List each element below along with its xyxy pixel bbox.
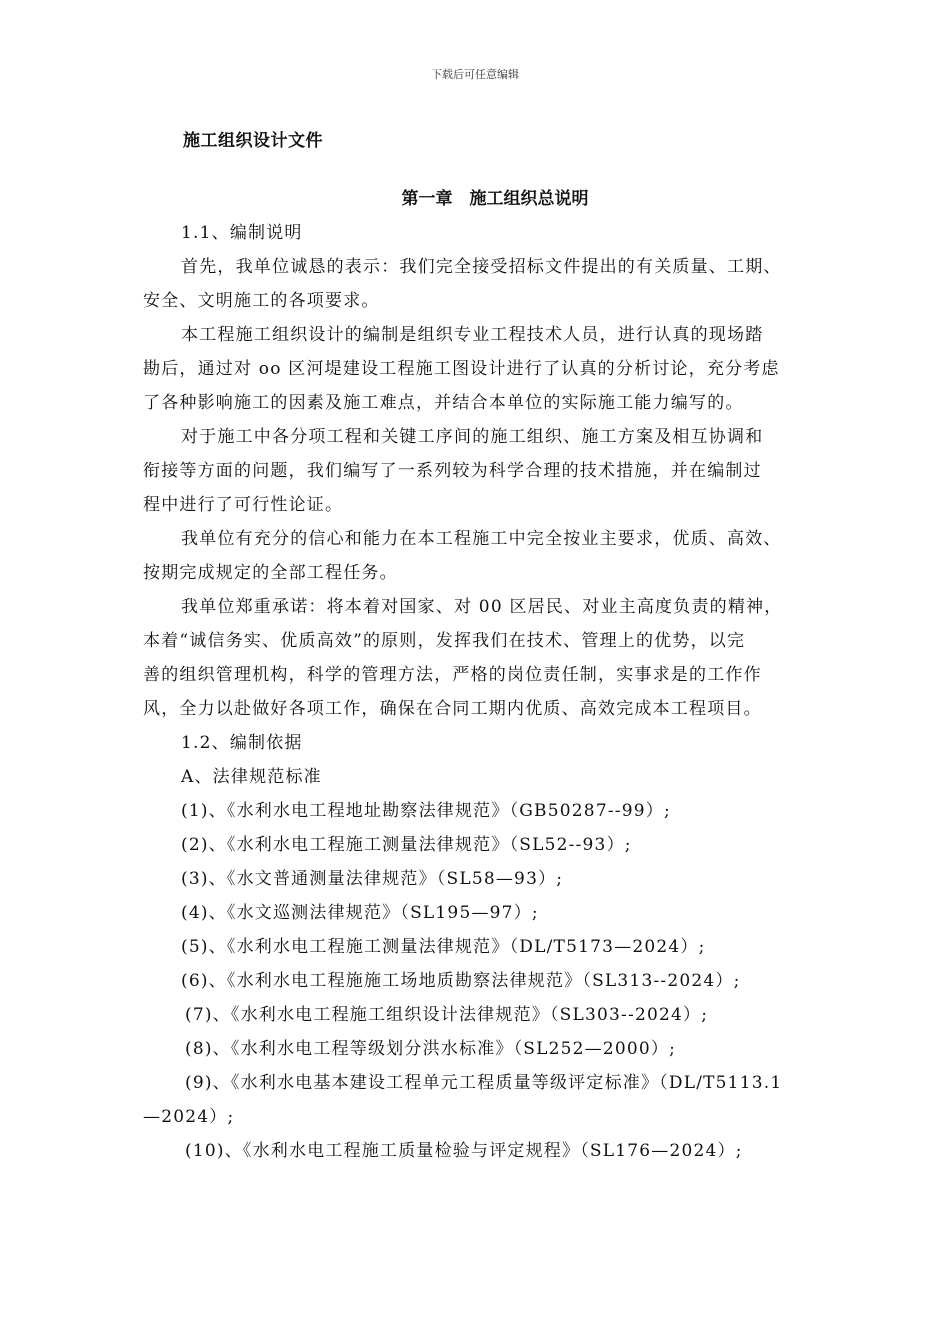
list-item-continuation: —2024）; [143,1107,235,1127]
paragraph-line: 对于施工中各分项工程和关键工序间的施工组织、施工方案及相互协调和 [181,427,764,447]
document-body [143,216,819,1168]
list-item: (9)、《水利水电基本建设工程单元工程质量等级评定标准》（DL/T5113.1 [185,1073,783,1093]
paragraph-line: 我单位郑重承诺：将本着对国家、对 00 区居民、对业主高度负责的精神， [181,597,783,617]
paragraph-line: 按期完成规定的全部工程任务。 [143,563,398,583]
list-item: (8)、《水利水电工程等级划分洪水标准》（SL252—2000）; [185,1039,677,1059]
paragraph-line: 我单位有充分的信心和能力在本工程施工中完全按业主要求，优质、高效、 [181,529,782,549]
paragraph-line: 本着“诚信务实、优质高效”的原则，发挥我们在技术、管理上的优势，以完 [143,631,746,651]
section-heading: 1.1、编制说明 [181,223,303,243]
paragraph-line: 安全、文明施工的各项要求。 [143,291,380,311]
list-item: (1)、《水利水电工程地址勘察法律规范》（GB50287--99）; [181,801,671,821]
subsection-heading: A、法律规范标准 [181,767,322,787]
paragraph-line: 风，全力以赴做好各项工作，确保在合同工期内优质、高效完成本工程项目。 [143,699,762,719]
list-item: (6)、《水利水电工程施施工场地质勘察法律规范》（SL313--2024）; [181,971,741,991]
paragraph-line: 本工程施工组织设计的编制是组织专业工程技术人员，进行认真的现场踏 [181,325,764,345]
document-title: 施工组织设计文件 [183,131,323,151]
page-header: 下载后可任意编辑 [431,68,519,81]
chapter-title: 第一章 施工组织总说明 [401,189,589,209]
paragraph-line: 了各种影响施工的因素及施工难点，并结合本单位的实际施工能力编写的。 [143,393,744,413]
list-item: (5)、《水利水电工程施工测量法律规范》（DL/T5173—2024）; [181,937,706,957]
paragraph-line: 衔接等方面的问题，我们编写了一系列较为科学合理的技术措施，并在编制过 [143,461,762,481]
section-heading: 1.2、编制依据 [181,733,303,753]
list-item: (4)、《水文巡测法律规范》（SL195—97）; [181,903,539,923]
paragraph-line: 善的组织管理机构，科学的管理方法，严格的岗位责任制，实事求是的工作作 [143,665,762,685]
paragraph-line: 程中进行了可行性论证。 [143,495,344,515]
paragraph-line: 首先，我单位诚恳的表示：我们完全接受招标文件提出的有关质量、工期、 [181,257,782,277]
paragraph-line: 勘后，通过对 oo 区河堤建设工程施工图设计进行了认真的分析讨论，充分考虑 [143,359,780,379]
list-item: (10)、《水利水电工程施工质量检验与评定规程》（SL176—2024）; [185,1141,743,1161]
list-item: (2)、《水利水电工程施工测量法律规范》（SL52--93）; [181,835,632,855]
list-item: (7)、《水利水电工程施工组织设计法律规范》（SL303--2024）; [185,1005,709,1025]
list-item: (3)、《水文普通测量法律规范》（SL58—93）; [181,869,564,889]
